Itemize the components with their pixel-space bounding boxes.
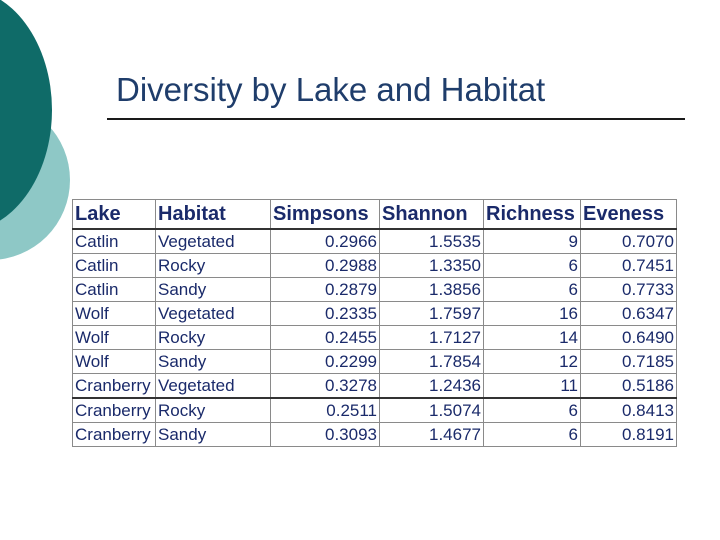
header-shannon: Shannon [380,200,484,230]
cell-habitat: Vegetated [156,229,271,254]
header-eveness: Eveness [581,200,677,230]
cell-habitat: Rocky [156,398,271,423]
cell-lake: Wolf [73,302,156,326]
cell-lake: Catlin [73,278,156,302]
cell-lake: Catlin [73,229,156,254]
table-header-row [73,200,677,230]
cell-eveness: 0.7451 [581,254,677,278]
cell-simpsons: 0.2966 [271,229,380,254]
cell-richness: 11 [484,374,581,399]
cell-shannon: 1.3856 [380,278,484,302]
cell-shannon: 1.5074 [380,398,484,423]
table-row [73,229,677,254]
table-row [73,398,677,423]
cell-lake: Cranberry [73,423,156,447]
cell-simpsons: 0.3093 [271,423,380,447]
header-lake: Lake [73,200,156,230]
cell-lake: Wolf [73,326,156,350]
cell-shannon: 1.5535 [380,229,484,254]
cell-simpsons: 0.2879 [271,278,380,302]
cell-habitat: Sandy [156,423,271,447]
cell-richness: 6 [484,398,581,423]
slide-title: Diversity by Lake and Habitat [116,71,546,108]
cell-shannon: 1.7854 [380,350,484,374]
table-row [73,350,677,374]
cell-simpsons: 0.2299 [271,350,380,374]
table-row [73,254,677,278]
cell-lake: Wolf [73,350,156,374]
cell-shannon: 1.4677 [380,423,484,447]
header-habitat: Habitat [156,200,271,230]
cell-richness: 6 [484,278,581,302]
cell-richness: 6 [484,254,581,278]
cell-habitat: Sandy [156,278,271,302]
cell-lake: Catlin [73,254,156,278]
header-richness: Richness [484,200,581,230]
cell-richness: 9 [484,229,581,254]
cell-richness: 14 [484,326,581,350]
cell-habitat: Rocky [156,254,271,278]
cell-shannon: 1.7597 [380,302,484,326]
cell-eveness: 0.7070 [581,229,677,254]
table-row [73,374,677,399]
title-underline [107,118,685,120]
cell-habitat: Vegetated [156,302,271,326]
cell-lake: Cranberry [73,398,156,423]
cell-eveness: 0.8191 [581,423,677,447]
cell-eveness: 0.7185 [581,350,677,374]
header-simpsons: Simpsons [271,200,380,230]
cell-habitat: Rocky [156,326,271,350]
table-row [73,302,677,326]
cell-richness: 6 [484,423,581,447]
cell-eveness: 0.6347 [581,302,677,326]
cell-simpsons: 0.2511 [271,398,380,423]
table-row [73,326,677,350]
cell-shannon: 1.7127 [380,326,484,350]
cell-eveness: 0.8413 [581,398,677,423]
cell-simpsons: 0.2988 [271,254,380,278]
diversity-table [72,199,677,447]
cell-richness: 12 [484,350,581,374]
cell-habitat: Sandy [156,350,271,374]
cell-eveness: 0.6490 [581,326,677,350]
cell-shannon: 1.2436 [380,374,484,399]
table-row [73,278,677,302]
cell-simpsons: 0.2455 [271,326,380,350]
cell-shannon: 1.3350 [380,254,484,278]
cell-habitat: Vegetated [156,374,271,399]
table-row [73,423,677,447]
cell-eveness: 0.5186 [581,374,677,399]
cell-eveness: 0.7733 [581,278,677,302]
cell-lake: Cranberry [73,374,156,399]
cell-simpsons: 0.3278 [271,374,380,399]
cell-simpsons: 0.2335 [271,302,380,326]
cell-richness: 16 [484,302,581,326]
